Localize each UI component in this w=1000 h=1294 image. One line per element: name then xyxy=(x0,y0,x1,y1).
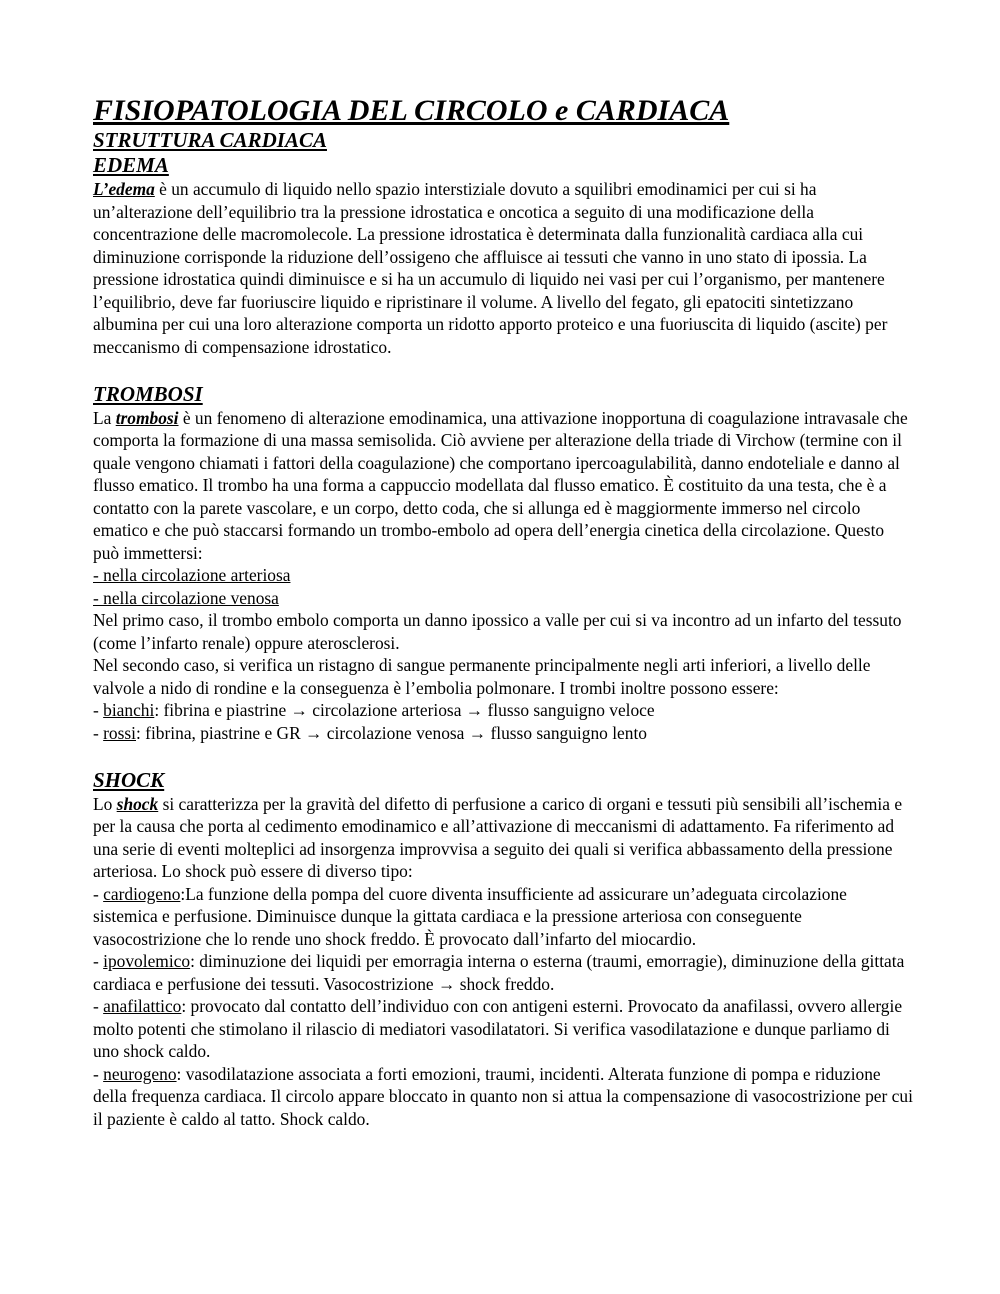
trombosi-para2: Nel primo caso, il trombo embolo comporta un danno ipossico a valle per cui si va incontro ad un infarto del tessuto (come l’infarto renale) oppure aterosclerosi. xyxy=(93,610,902,653)
trombosi-term: trombosi xyxy=(115,407,179,428)
list-item-bianchi: - bianchi: fibrina e piastrine → circolazione arteriosa → flusso sanguigno veloce xyxy=(93,700,655,720)
list-item-rossi: - rossi: fibrina, piastrine e GR → circolazione venosa → flusso sanguigno lento xyxy=(93,722,647,743)
trombosi-heading: TROMBOSI xyxy=(93,381,203,406)
trombosi-paragraph xyxy=(93,407,913,565)
list-item-cardiogeno: - cardiogeno:La funzione della pompa del cuore diventa insufficiente ad assicurare un’adeguata circolazione sistemica e perfusione. Diminuisce dunque la gittata cardiaca e la pressione arteriosa con conseguente vasocostrizione che lo rende uno shock freddo. È provocato dall’infarto del miocardio. xyxy=(93,883,847,949)
list-item-neurogeno: - neurogeno: vasodilatazione associata a forti emozioni, traumi, incidenti. Alterata funzione di pompa e riduzione della frequenza cardiaca. Il circolo appare bloccato in quanto non si attua la compensazione di vasocostrizione per cui il paziente è caldo al tatto. Shock caldo. xyxy=(93,1063,913,1129)
shock-term: shock xyxy=(116,793,159,814)
anafilattico-text: : provocato dal contatto dell’individuo con con antigeni esterni. Provocato da anafilassi, ovvero allergie molto potenti che stimolano il rilascio di mediatori vasodilatatori. Si verifica vasodilatazione e dunque parliamo di uno shock caldo. xyxy=(93,996,903,1061)
neurogeno-text: : vasodilatazione associata a forti emozioni, traumi, incidenti. Alterata funzione di pompa e riduzione della frequenza cardiaca. Il circolo appare bloccato in quanto non si attua la compensazione di vasocostrizione per cui il paziente è caldo al tatto. Shock caldo. xyxy=(93,1063,913,1129)
trombosi-para3: Nel secondo caso, si verifica un ristagno di sangue permanente principalmente negli arti inferiori, a livello delle valvole a nido di rondine e la conseguenza è l’embolia polmonare. I trombi inoltre possono essere: xyxy=(93,655,871,698)
edema-text: è un accumulo di liquido nello spazio interstiziale dovuto a squilibri emodinamici per cui si ha un’alterazione dell’equilibrio tra la pressione idrostatica e oncotica a seguito di una modificazione della concentrazione delle macromolecole. La pressione idrostatica è determinata dalla funzionalità cardiaca alla cui diminuzione corrisponde la riduzione dell’ossigeno che affluisce ai tessuti che vanno in uno stato di ipossia. La pressione idrostatica quindi diminuisce e si ha un accumulo di liquido nei vasi per cui l’organismo, per mantenere l’equilibrio, deve far fuoriuscire liquido e ripristinare il volume. A livello del fegato, gli epatociti sintetizzano albumina per cui una loro alterazione comporta un ridotto apporto proteico e una fuoriuscita di liquido (ascite) per meccanismo di compensazione idrostatico. xyxy=(93,179,888,357)
ipovolemico-text: : diminuzione dei liquidi per emorragia interna o esterna (traumi, emorragie), diminuzione della gittata cardiaca e perfusione dei tessuti. Vasocostrizione → shock freddo. xyxy=(93,951,905,994)
edema-term: L’edema xyxy=(93,179,155,199)
cardiogeno-text: :La funzione della pompa del cuore diventa insufficiente ad assicurare un’adeguata circolazione sistemica e perfusione. Diminuisce dunque la gittata cardiaca e la pressione arteriosa con conseguente vasocostrizione che lo rende uno shock freddo. È provocato dall’infarto del miocardio. xyxy=(93,883,847,949)
ipovolemico-label: ipovolemico xyxy=(103,951,191,971)
bianchi-text: : fibrina e piastrine → circolazione arteriosa → flusso sanguigno veloce xyxy=(154,700,655,720)
shock-prefix: Lo xyxy=(93,793,117,814)
shock-paragraph xyxy=(93,793,913,883)
shock-heading: SHOCK xyxy=(93,767,165,792)
anafilattico-label: anafilattico xyxy=(103,996,182,1016)
shock-text: si caratterizza per la gravità del difetto di perfusione a carico di organi e tessuti più sensibili all’ischemia e per la causa che porta al cedimento emodinamico e all’attivazione di meccanismi di adattamento. Fa riferimento ad una serie di eventi molteplici ad insorgenza improvvisa a seguito dei quali si verifica abbassamento della pressione arteriosa. Lo shock può essere di diverso tipo: xyxy=(93,793,903,881)
edema-paragraph xyxy=(93,178,913,358)
document-title: FISIOPATOLOGIA DEL CIRCOLO e CARDIACA xyxy=(93,94,730,127)
edema-heading: EDEMA xyxy=(93,153,169,177)
cardiogeno-label: cardiogeno xyxy=(103,883,181,904)
rossi-label: rossi xyxy=(103,722,136,743)
document-page xyxy=(93,94,913,1130)
list-item-arteriosa: - nella circolazione arteriosa xyxy=(93,565,291,585)
bianchi-label: bianchi xyxy=(103,700,155,720)
trombosi-prefix: La xyxy=(93,407,116,428)
rossi-text: : fibrina, piastrine e GR → circolazione venosa → flusso sanguigno lento xyxy=(136,722,647,743)
trombosi-text: è un fenomeno di alterazione emodinamica, una attivazione inopportuna di coagulazione intravasale che comporta la formazione di una massa semisolida. Ciò avviene per alterazione della triade di Virchow (termine con il quale vengono chiamati i fattori della coagulazione) che comportano ipercoagulabilità, danno endoteliale e danno al flusso ematico. Il trombo ha una forma a cappuccio modellata dal flusso ematico. È costituito da una testa, che è a contatto con la parete vascolare, e un corpo, detto coda, che si allunga ed è maggiormente immerso nel circolo ematico e che può staccarsi formando un trombo-embolo ad opera dell’energia cinetica della circolazione. Questo può immettersi: xyxy=(93,407,908,563)
neurogeno-label: neurogeno xyxy=(103,1063,177,1084)
list-item-anafilattico: - anafilattico: provocato dal contatto dell’individuo con con antigeni esterni. Provocato da anafilassi, ovvero allergie molto potenti che stimolano il rilascio di mediatori vasodilatatori. Si verifica vasodilatazione e dunque parliamo di uno shock caldo. xyxy=(93,996,903,1061)
list-item-ipovolemico: - ipovolemico: diminuzione dei liquidi per emorragia interna o esterna (traumi, emorragie), diminuzione della gittata cardiaca e perfusione dei tessuti. Vasocostrizione → shock freddo. xyxy=(93,951,905,994)
section-subtitle: STRUTTURA CARDIACA xyxy=(93,128,327,152)
list-item-venosa: - nella circolazione venosa xyxy=(93,587,279,608)
